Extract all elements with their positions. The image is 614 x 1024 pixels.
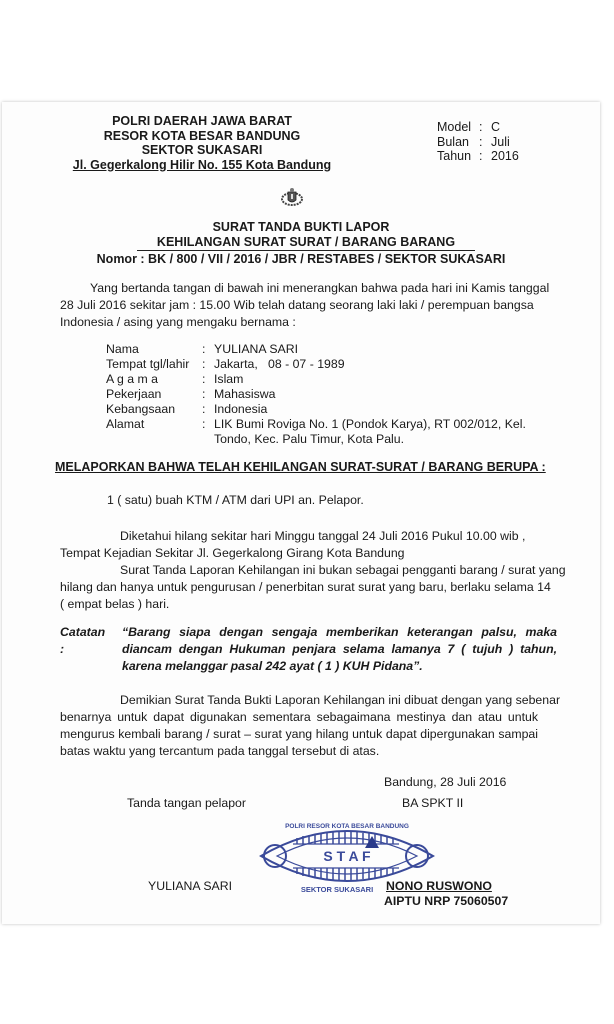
org-line-3: SEKTOR SUKASARI: [141, 143, 263, 157]
closing-line-1: Demikian Surat Tanda Bukti Laporan Kehilangan ini dibuat dengan yang sebenar: [120, 693, 561, 707]
org-line-2: RESOR KOTA BESAR BANDUNG: [103, 128, 301, 143]
document-number: Nomor : BK / 800 / VII / 2016 / JBR / RESTABES / SEKTOR SUKASARI: [96, 252, 506, 266]
note-label: Catatan :: [60, 625, 106, 656]
reporter-label: Tanda tangan pelapor: [127, 796, 246, 810]
identity-row: Alamat : LIK Bumi Roviga No. 1 (Pondok Karya), RT 002/012, Kel. Tondo, Kec. Palu Timur, Kota Palu.: [106, 417, 526, 446]
validity-line-1: Surat Tanda Laporan Kehilangan ini bukan sebagai pengganti barang / surat yang: [120, 563, 566, 577]
identity-row: Pekerjaan : Mahasiswa: [106, 387, 276, 401]
svg-text:SEKTOR SUKASARI: SEKTOR SUKASARI: [300, 885, 374, 894]
meta-model: Model : C: [437, 120, 501, 134]
identity-row: A g a m a : Islam: [106, 372, 244, 386]
svg-text:S T A F: S T A F: [323, 848, 371, 864]
intro-line-1: Yang bertanda tangan di bawah ini menerangkan bahwa pada hari ini Kamis tanggal: [90, 281, 550, 295]
identity-table: [106, 342, 554, 447]
lost-place: Tempat Kejadian Sekitar Jl. Gegerkalong Girang Kota Bandung: [60, 546, 405, 560]
form-meta: [437, 120, 519, 164]
document-page: [2, 102, 600, 924]
identity-row: Kebangsaan : Indonesia: [106, 402, 268, 416]
note-text: “Barang siapa dengan sengaja memberikan keterangan palsu, maka diancam dengan Hukuman penjara selama lamanya 7 ( tujuh ) tahun, karena melanggar pasal 242 ayat ( 1 ) KUH Pidana”.: [122, 625, 557, 673]
reporter-name: YULIANA SARI: [148, 879, 233, 893]
letterhead: [72, 114, 332, 172]
officer-name: NONO RUSWONO: [386, 879, 492, 893]
closing-text: benarnya untuk dapat digunakan sementara sebagaimana mestinya dan atau untuk mengurus kembali barang / surat – surat yang hilang untuk dapat dipergunakan sampai batas waktu yang tercantum pada tanggal tersebut di atas.: [60, 710, 538, 758]
meta-month: Bulan : Juli: [437, 134, 510, 149]
svg-text:POLRI RESOR KOTA BESAR BANDUNG: POLRI RESOR KOTA BESAR BANDUNG: [285, 823, 409, 830]
identity-row: Nama : YULIANA SARI: [106, 342, 299, 356]
identity-row: Tempat tgl/lahir : Jakarta, 08 - 07 - 1989: [106, 357, 345, 371]
police-emblem-icon: [280, 187, 304, 207]
report-heading: MELAPORKAN BAHWA TELAH KEHILANGAN SURAT-SURAT / BARANG BERUPA :: [55, 460, 546, 474]
validity-line-3: ( empat belas ) hari.: [60, 597, 170, 611]
intro-line-3: Indonesia / asing yang mengaku bernama :: [60, 315, 296, 329]
place-date: Bandung, 28 Juli 2016: [384, 775, 507, 789]
officer-rank: AIPTU NRP 75060507: [384, 894, 509, 908]
lost-item: 1 ( satu) buah KTM / ATM dari UPI an. Pelapor.: [107, 493, 364, 507]
intro-line-2: 28 Juli 2016 sekitar jam : 15.00 Wib telah datang seorang laki laki / perempuan bangsa: [60, 298, 534, 312]
org-line-1: POLRI DAERAH JAWA BARAT: [112, 114, 292, 128]
officer-title: BA SPKT II: [402, 796, 464, 810]
meta-year: Tahun : 2016: [437, 149, 519, 163]
document-title: SURAT TANDA BUKTI LAPOR: [212, 220, 390, 234]
lost-time: Diketahui hilang sekitar hari Minggu tanggal 24 Juli 2016 Pukul 10.00 wib ,: [120, 529, 526, 543]
org-address: Jl. Gegerkalong Hilir No. 155 Kota Bandung: [72, 157, 332, 172]
validity-line-2: hilang dan hanya untuk pengurusan / penerbitan surat surat yang baru, berlaku selama 14: [60, 580, 551, 594]
document-subtitle: KEHILANGAN SURAT SURAT / BARANG BARANG: [2, 235, 600, 251]
